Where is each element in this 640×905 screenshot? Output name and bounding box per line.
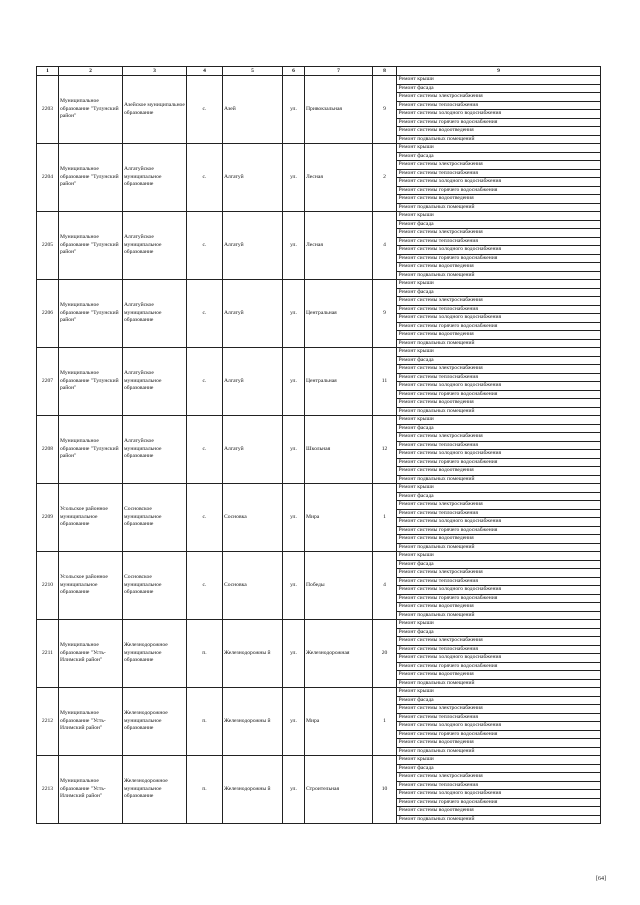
district-cell: Муниципальное образование "Усть-Илимский район" — [59, 756, 123, 824]
work-type-cell: Ремонт системы теплоснабжения — [397, 169, 601, 178]
house-number-cell: 2 — [373, 144, 397, 212]
work-type-cell: Ремонт подвальных помещений — [397, 203, 601, 212]
work-type-cell: Ремонт системы водоотведения — [397, 807, 601, 816]
work-type-cell: Ремонт системы водоотведения — [397, 263, 601, 272]
district-cell: Муниципальное образование "Тулунский район" — [59, 144, 123, 212]
locality-type-cell: с. — [187, 348, 223, 416]
work-type-cell: Ремонт подвальных помещений — [397, 271, 601, 280]
work-type-cell: Ремонт системы теплоснабжения — [397, 237, 601, 246]
locality-type-cell: с. — [187, 144, 223, 212]
locality-type-cell: с. — [187, 484, 223, 552]
house-number-cell: 1 — [373, 484, 397, 552]
work-type-cell: Ремонт крыши — [397, 76, 601, 85]
street-type-cell: ул. — [283, 280, 305, 348]
district-cell: Муниципальное образование "Тулунский район" — [59, 280, 123, 348]
work-type-cell: Ремонт системы холодного водоснабжения — [397, 110, 601, 119]
work-type-cell: Ремонт системы водоотведения — [397, 671, 601, 680]
district-cell: Муниципальное образование "Тулунский район" — [59, 76, 123, 144]
table-row — [37, 348, 601, 357]
work-type-cell: Ремонт подвальных помещений — [397, 679, 601, 688]
locality-type-cell: с. — [187, 76, 223, 144]
header-cell: 4 — [187, 67, 223, 76]
work-type-cell: Ремонт системы теплоснабжения — [397, 305, 601, 314]
work-type-cell: Ремонт системы электроснабжения — [397, 501, 601, 510]
locality-cell: Алгатуй — [223, 212, 283, 280]
work-type-cell: Ремонт подвальных помещений — [397, 407, 601, 416]
table-header-row — [37, 67, 601, 76]
work-type-cell: Ремонт системы холодного водоснабжения — [397, 382, 601, 391]
work-type-cell: Ремонт системы холодного водоснабжения — [397, 178, 601, 187]
work-type-cell: Ремонт системы холодного водоснабжения — [397, 518, 601, 527]
work-type-cell: Ремонт подвальных помещений — [397, 815, 601, 824]
table-row — [37, 688, 601, 697]
work-type-cell: Ремонт системы горячего водоснабжения — [397, 594, 601, 603]
locality-type-cell: с. — [187, 280, 223, 348]
repair-program-table — [36, 66, 601, 824]
work-type-cell: Ремонт системы теплоснабжения — [397, 645, 601, 654]
district-cell: Муниципальное образование "Тулунский район" — [59, 348, 123, 416]
street-cell: Мира — [305, 484, 373, 552]
street-type-cell: ул. — [283, 348, 305, 416]
district-cell: Муниципальное образование "Усть-Илимский район" — [59, 620, 123, 688]
work-type-cell: Ремонт крыши — [397, 144, 601, 153]
work-type-cell: Ремонт системы холодного водоснабжения — [397, 654, 601, 663]
table-row — [37, 416, 601, 425]
street-type-cell: ул. — [283, 552, 305, 620]
work-type-cell: Ремонт системы теплоснабжения — [397, 509, 601, 518]
work-type-cell: Ремонт подвальных помещений — [397, 475, 601, 484]
work-type-cell: Ремонт системы теплоснабжения — [397, 577, 601, 586]
work-type-cell: Ремонт системы электроснабжения — [397, 433, 601, 442]
work-type-cell: Ремонт системы электроснабжения — [397, 569, 601, 578]
work-type-cell: Ремонт крыши — [397, 484, 601, 493]
settlement-cell: Железнодорожное муниципальное образование — [123, 620, 187, 688]
settlement-cell: Железнодорожное муниципальное образование — [123, 756, 187, 824]
table-row — [37, 212, 601, 221]
locality-cell: Алгатуй — [223, 416, 283, 484]
record-number: 2210 — [37, 552, 59, 620]
work-type-cell: Ремонт системы водоотведения — [397, 399, 601, 408]
house-number-cell: 11 — [373, 348, 397, 416]
house-number-cell: 4 — [373, 552, 397, 620]
work-type-cell: Ремонт системы горячего водоснабжения — [397, 186, 601, 195]
work-type-cell: Ремонт системы горячего водоснабжения — [397, 662, 601, 671]
work-type-cell: Ремонт системы водоотведения — [397, 603, 601, 612]
work-type-cell: Ремонт системы горячего водоснабжения — [397, 458, 601, 467]
work-type-cell: Ремонт системы горячего водоснабжения — [397, 254, 601, 263]
work-type-cell: Ремонт системы холодного водоснабжения — [397, 586, 601, 595]
street-type-cell: ул. — [283, 416, 305, 484]
work-type-cell: Ремонт системы водоотведения — [397, 331, 601, 340]
work-type-cell: Ремонт крыши — [397, 552, 601, 561]
work-type-cell: Ремонт системы теплоснабжения — [397, 781, 601, 790]
locality-type-cell: с. — [187, 212, 223, 280]
street-type-cell: ул. — [283, 484, 305, 552]
record-number: 2204 — [37, 144, 59, 212]
locality-cell: Сосновка — [223, 484, 283, 552]
locality-cell: Железнодорожны й — [223, 688, 283, 756]
settlement-cell: Азейское муниципальное образование — [123, 76, 187, 144]
settlement-cell: Алгатуйское муниципальное образование — [123, 280, 187, 348]
work-type-cell: Ремонт системы водоотведения — [397, 739, 601, 748]
work-type-cell: Ремонт системы теплоснабжения — [397, 441, 601, 450]
work-type-cell: Ремонт системы водоотведения — [397, 535, 601, 544]
locality-type-cell: п. — [187, 688, 223, 756]
work-type-cell: Ремонт системы холодного водоснабжения — [397, 790, 601, 799]
district-cell: Муниципальное образование "Усть-Илимский район" — [59, 688, 123, 756]
settlement-cell: Железнодорожное муниципальное образование — [123, 688, 187, 756]
work-type-cell: Ремонт фасада — [397, 560, 601, 569]
work-type-cell: Ремонт фасада — [397, 152, 601, 161]
settlement-cell: Алгатуйское муниципальное образование — [123, 144, 187, 212]
work-type-cell: Ремонт системы горячего водоснабжения — [397, 322, 601, 331]
record-number: 2205 — [37, 212, 59, 280]
work-type-cell: Ремонт системы горячего водоснабжения — [397, 730, 601, 739]
street-cell: Центральная — [305, 280, 373, 348]
work-type-cell: Ремонт системы теплоснабжения — [397, 373, 601, 382]
district-cell: Муниципальное образование "Тулунский район" — [59, 212, 123, 280]
record-number: 2212 — [37, 688, 59, 756]
header-cell: 1 — [37, 67, 59, 76]
work-type-cell: Ремонт крыши — [397, 620, 601, 629]
house-number-cell: 9 — [373, 280, 397, 348]
work-type-cell: Ремонт системы электроснабжения — [397, 93, 601, 102]
work-type-cell: Ремонт системы электроснабжения — [397, 297, 601, 306]
table-row — [37, 484, 601, 493]
street-type-cell: ул. — [283, 688, 305, 756]
locality-cell: Сосновка — [223, 552, 283, 620]
street-type-cell: ул. — [283, 620, 305, 688]
work-type-cell: Ремонт крыши — [397, 348, 601, 357]
work-type-cell: Ремонт системы холодного водоснабжения — [397, 450, 601, 459]
header-cell: 3 — [123, 67, 187, 76]
work-type-cell: Ремонт системы электроснабжения — [397, 773, 601, 782]
locality-cell: Азей — [223, 76, 283, 144]
district-cell: Муниципальное образование "Тулунский район" — [59, 416, 123, 484]
record-number: 2206 — [37, 280, 59, 348]
record-number: 2207 — [37, 348, 59, 416]
street-cell: Железнодорожная — [305, 620, 373, 688]
work-type-cell: Ремонт подвальных помещений — [397, 611, 601, 620]
work-type-cell: Ремонт системы теплоснабжения — [397, 101, 601, 110]
street-cell: Мира — [305, 688, 373, 756]
work-type-cell: Ремонт фасада — [397, 84, 601, 93]
street-type-cell: ул. — [283, 756, 305, 824]
work-type-cell: Ремонт подвальных помещений — [397, 339, 601, 348]
header-cell: 5 — [223, 67, 283, 76]
locality-type-cell: с. — [187, 552, 223, 620]
record-number: 2213 — [37, 756, 59, 824]
locality-type-cell: с. — [187, 416, 223, 484]
header-cell: 9 — [397, 67, 601, 76]
street-cell: Строительная — [305, 756, 373, 824]
locality-type-cell: п. — [187, 620, 223, 688]
work-type-cell: Ремонт фасада — [397, 764, 601, 773]
work-type-cell: Ремонт системы холодного водоснабжения — [397, 246, 601, 255]
work-type-cell: Ремонт системы водоотведения — [397, 467, 601, 476]
table-row — [37, 756, 601, 765]
header-cell: 8 — [373, 67, 397, 76]
page-number: [64] — [596, 876, 606, 882]
work-type-cell: Ремонт крыши — [397, 688, 601, 697]
house-number-cell: 12 — [373, 416, 397, 484]
work-type-cell: Ремонт системы теплоснабжения — [397, 713, 601, 722]
work-type-cell: Ремонт системы холодного водоснабжения — [397, 722, 601, 731]
locality-cell: Алгатуй — [223, 280, 283, 348]
locality-cell: Алгатуй — [223, 348, 283, 416]
work-type-cell: Ремонт системы электроснабжения — [397, 229, 601, 238]
work-type-cell: Ремонт системы горячего водоснабжения — [397, 118, 601, 127]
street-cell: Лесная — [305, 212, 373, 280]
record-number: 2211 — [37, 620, 59, 688]
street-type-cell: ул. — [283, 212, 305, 280]
work-type-cell: Ремонт системы водоотведения — [397, 127, 601, 136]
record-number: 2208 — [37, 416, 59, 484]
work-type-cell: Ремонт подвальных помещений — [397, 135, 601, 144]
locality-type-cell: п. — [187, 756, 223, 824]
record-number: 2209 — [37, 484, 59, 552]
work-type-cell: Ремонт фасада — [397, 628, 601, 637]
work-type-cell: Ремонт системы горячего водоснабжения — [397, 798, 601, 807]
work-type-cell: Ремонт системы холодного водоснабжения — [397, 314, 601, 323]
settlement-cell: Сосновское муниципальное образование — [123, 484, 187, 552]
house-number-cell: 10 — [373, 756, 397, 824]
work-type-cell: Ремонт крыши — [397, 416, 601, 425]
street-cell: Школьная — [305, 416, 373, 484]
work-type-cell: Ремонт крыши — [397, 280, 601, 289]
house-number-cell: 4 — [373, 212, 397, 280]
work-type-cell: Ремонт подвальных помещений — [397, 543, 601, 552]
locality-cell: Железнодорожны й — [223, 620, 283, 688]
settlement-cell: Алгатуйское муниципальное образование — [123, 212, 187, 280]
settlement-cell: Алгатуйское муниципальное образование — [123, 416, 187, 484]
table-row — [37, 76, 601, 85]
work-type-cell: Ремонт системы электроснабжения — [397, 365, 601, 374]
work-type-cell: Ремонт системы электроснабжения — [397, 637, 601, 646]
work-type-cell: Ремонт фасада — [397, 356, 601, 365]
work-type-cell: Ремонт крыши — [397, 212, 601, 221]
work-type-cell: Ремонт системы горячего водоснабжения — [397, 390, 601, 399]
table-row — [37, 552, 601, 561]
work-type-cell: Ремонт системы водоотведения — [397, 195, 601, 204]
house-number-cell: 9 — [373, 76, 397, 144]
table-row — [37, 620, 601, 629]
street-cell: Лесная — [305, 144, 373, 212]
header-cell: 6 — [283, 67, 305, 76]
street-type-cell: ул. — [283, 144, 305, 212]
work-type-cell: Ремонт фасада — [397, 696, 601, 705]
work-type-cell: Ремонт системы горячего водоснабжения — [397, 526, 601, 535]
table-row — [37, 280, 601, 289]
locality-cell: Железнодорожны й — [223, 756, 283, 824]
work-type-cell: Ремонт фасада — [397, 220, 601, 229]
street-type-cell: ул. — [283, 76, 305, 144]
house-number-cell: 1 — [373, 688, 397, 756]
work-type-cell: Ремонт системы электроснабжения — [397, 161, 601, 170]
settlement-cell: Сосновское муниципальное образование — [123, 552, 187, 620]
work-type-cell: Ремонт крыши — [397, 756, 601, 765]
work-type-cell: Ремонт фасада — [397, 424, 601, 433]
work-type-cell: Ремонт системы электроснабжения — [397, 705, 601, 714]
street-cell: Привокзальная — [305, 76, 373, 144]
settlement-cell: Алгатуйское муниципальное образование — [123, 348, 187, 416]
work-type-cell: Ремонт подвальных помещений — [397, 747, 601, 756]
street-cell: Победы — [305, 552, 373, 620]
record-number: 2203 — [37, 76, 59, 144]
street-cell: Центральная — [305, 348, 373, 416]
header-cell: 7 — [305, 67, 373, 76]
work-type-cell: Ремонт фасада — [397, 288, 601, 297]
district-cell: Усольское районное муниципальное образование — [59, 552, 123, 620]
locality-cell: Алгатуй — [223, 144, 283, 212]
work-type-cell: Ремонт фасада — [397, 492, 601, 501]
table-row — [37, 144, 601, 153]
table-body — [37, 76, 601, 824]
district-cell: Усольское районное муниципальное образование — [59, 484, 123, 552]
house-number-cell: 20 — [373, 620, 397, 688]
header-cell: 2 — [59, 67, 123, 76]
